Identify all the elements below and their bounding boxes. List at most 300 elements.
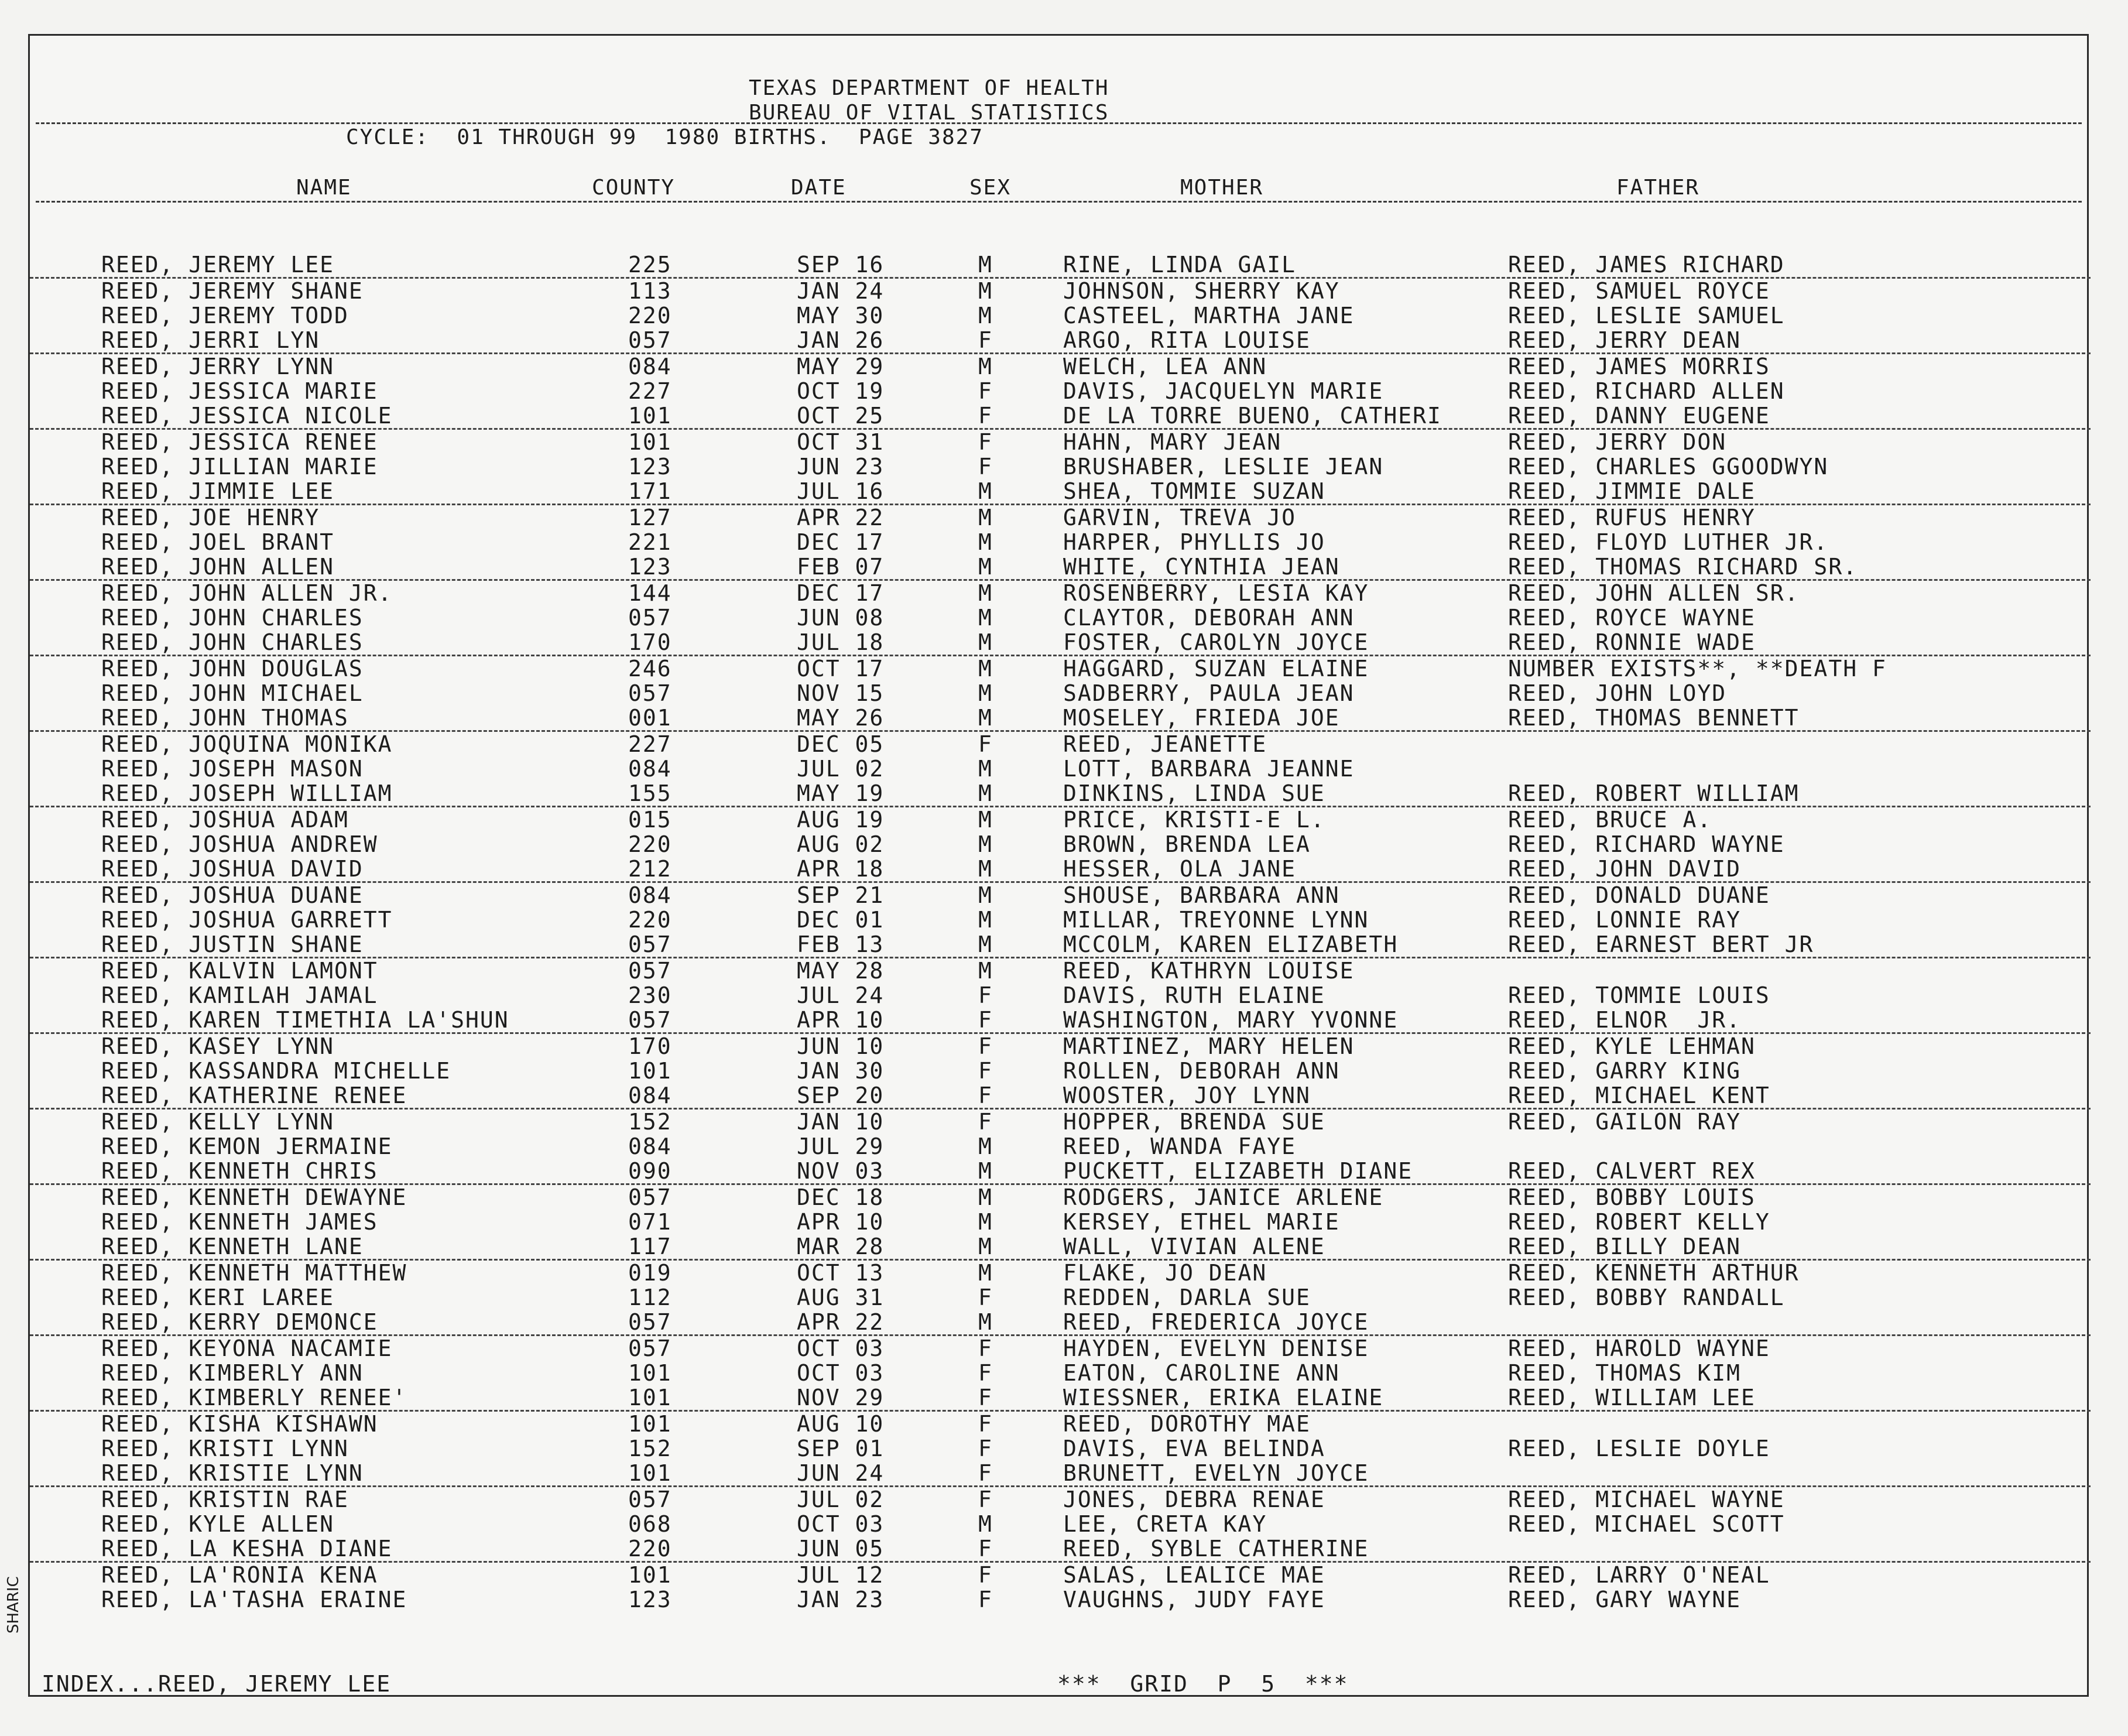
cell-mother: WASHINGTON, MARY YVONNE: [1063, 1007, 1399, 1033]
cell-date: MAY 26: [797, 705, 885, 731]
cell-father: REED, ELNOR JR.: [1508, 1007, 1742, 1033]
cell-date: OCT 19: [797, 378, 885, 404]
cell-county: 057: [628, 605, 672, 631]
cell-mother: REED, WANDA FAYE: [1063, 1134, 1297, 1159]
table-row: [30, 857, 2091, 883]
cell-county: 057: [628, 327, 672, 353]
cell-father: REED, KYLE LEHMAN: [1508, 1033, 1756, 1059]
cell-date: DEC 18: [797, 1184, 885, 1210]
cell-sex: F: [978, 1058, 993, 1084]
cell-sex: F: [978, 982, 993, 1008]
cell-father: REED, HAROLD WAYNE: [1508, 1336, 1770, 1361]
cell-sex: M: [978, 756, 993, 782]
cell-date: JAN 23: [797, 1587, 885, 1612]
cell-date: JUN 24: [797, 1460, 885, 1486]
cell-mother: CASTEEL, MARTHA JANE: [1063, 303, 1355, 328]
cell-mother: BRUSHABER, LESLIE JEAN: [1063, 454, 1384, 480]
cell-county: 101: [628, 1562, 672, 1588]
table-row: [30, 252, 2091, 279]
cell-county: 123: [628, 1587, 672, 1612]
rule-top: [36, 122, 2082, 124]
table-row: [30, 932, 2091, 958]
cell-name: REED, JOSEPH WILLIAM: [101, 780, 393, 806]
side-label: SHARIC: [5, 1576, 22, 1634]
cell-father: REED, GAILON RAY: [1508, 1109, 1742, 1135]
cell-sex: M: [978, 907, 993, 933]
cell-father: REED, SAMUEL ROYCE: [1508, 278, 1770, 304]
cell-mother: HOPPER, BRENDA SUE: [1063, 1109, 1325, 1135]
cell-father: REED, LARRY O'NEAL: [1508, 1562, 1770, 1588]
cell-sex: F: [978, 1562, 993, 1588]
cell-date: SEP 20: [797, 1083, 885, 1108]
cell-mother: PRICE, KRISTI-E L.: [1063, 807, 1325, 833]
cell-name: REED, JOE HENRY: [101, 505, 320, 530]
cell-sex: F: [978, 327, 993, 353]
cell-sex: F: [978, 429, 993, 455]
cell-name: REED, KYLE ALLEN: [101, 1511, 335, 1537]
cell-date: NOV 03: [797, 1158, 885, 1184]
cell-name: REED, JOHN MICHAEL: [101, 680, 364, 706]
column-header-sex: SEX: [969, 176, 1012, 200]
cell-county: 084: [628, 756, 672, 782]
cell-mother: FOSTER, CAROLYN JOYCE: [1063, 629, 1369, 655]
index-footer: INDEX...REED, JEREMY LEE: [42, 1671, 392, 1697]
cell-father: REED, LONNIE RAY: [1508, 907, 1742, 933]
cell-sex: F: [978, 454, 993, 480]
cell-date: OCT 17: [797, 656, 885, 682]
cell-father: REED, JAMES MORRIS: [1508, 354, 1770, 379]
cell-mother: HARPER, PHYLLIS JO: [1063, 529, 1325, 555]
rule-header: [36, 201, 2082, 203]
cell-mother: MILLAR, TREYONNE LYNN: [1063, 907, 1369, 933]
cell-name: REED, KAMILAH JAMAL: [101, 982, 378, 1008]
cell-mother: DINKINS, LINDA SUE: [1063, 780, 1325, 806]
table-row: [30, 379, 2091, 403]
column-header-name: NAME: [296, 176, 352, 200]
cell-sex: M: [978, 629, 993, 655]
document-title: TEXAS DEPARTMENT OF HEALTH: [749, 76, 1109, 100]
cell-name: REED, JOHN CHARLES: [101, 629, 364, 655]
cell-date: JUN 23: [797, 454, 885, 480]
cell-sex: M: [978, 478, 993, 504]
cell-county: 144: [628, 580, 672, 606]
cell-mother: LEE, CRETA KAY: [1063, 1511, 1267, 1537]
cell-mother: ROSENBERRY, LESIA KAY: [1063, 580, 1369, 606]
cell-mother: JOHNSON, SHERRY KAY: [1063, 278, 1340, 304]
cell-name: REED, KAREN TIMETHIA LA'SHUN: [101, 1007, 509, 1033]
cell-date: APR 22: [797, 1309, 885, 1335]
cell-name: REED, JESSICA RENEE: [101, 429, 378, 455]
cell-county: 220: [628, 831, 672, 857]
cell-sex: F: [978, 1536, 993, 1562]
cell-county: 113: [628, 278, 672, 304]
cell-sex: M: [978, 807, 993, 833]
cell-father: REED, RICHARD ALLEN: [1508, 378, 1785, 404]
table-row: [30, 706, 2091, 732]
cell-county: 220: [628, 303, 672, 328]
cell-father: REED, JERRY DEAN: [1508, 327, 1742, 353]
cell-county: 220: [628, 1536, 672, 1562]
cell-date: DEC 05: [797, 731, 885, 757]
table-row: [30, 303, 2091, 328]
table-row: [30, 1008, 2091, 1034]
cell-father: REED, THOMAS KIM: [1508, 1360, 1742, 1386]
cell-sex: M: [978, 605, 993, 631]
cell-name: REED, LA'RONIA KENA: [101, 1562, 378, 1588]
cell-county: 084: [628, 1083, 672, 1108]
cell-county: 123: [628, 554, 672, 580]
cell-mother: RODGERS, JANICE ARLENE: [1063, 1184, 1384, 1210]
cell-sex: F: [978, 1411, 993, 1437]
cell-name: REED, KALVIN LAMONT: [101, 958, 378, 984]
cell-date: AUG 19: [797, 807, 885, 833]
cell-name: REED, JUSTIN SHANE: [101, 932, 364, 957]
cell-sex: F: [978, 1587, 993, 1612]
document-subtitle: BUREAU OF VITAL STATISTICS: [749, 101, 1109, 125]
cell-father: REED, DONALD DUANE: [1508, 882, 1770, 908]
cell-county: 170: [628, 1033, 672, 1059]
cell-mother: MCCOLM, KAREN ELIZABETH: [1063, 932, 1399, 957]
cell-county: 221: [628, 529, 672, 555]
cell-sex: M: [978, 1134, 993, 1159]
cell-date: JUL 24: [797, 982, 885, 1008]
cell-date: AUG 10: [797, 1411, 885, 1437]
cell-father: REED, CHARLES GGOODWYN: [1508, 454, 1829, 480]
cell-father: NUMBER EXISTS**, **DEATH F: [1508, 656, 1887, 682]
column-header-father: FATHER: [1616, 176, 1700, 200]
cell-date: DEC 01: [797, 907, 885, 933]
cell-father: REED, EARNEST BERT JR: [1508, 932, 1814, 957]
cell-county: 090: [628, 1158, 672, 1184]
cell-mother: REED, DOROTHY MAE: [1063, 1411, 1311, 1437]
cell-name: REED, KATHERINE RENEE: [101, 1083, 407, 1108]
cell-name: REED, KIMBERLY ANN: [101, 1360, 364, 1386]
cell-county: 101: [628, 1411, 672, 1437]
cell-county: 227: [628, 378, 672, 404]
cell-father: REED, BOBBY LOUIS: [1508, 1184, 1756, 1210]
cell-county: 057: [628, 1184, 672, 1210]
cell-mother: CLAYTOR, DEBORAH ANN: [1063, 605, 1355, 631]
cell-mother: WELCH, LEA ANN: [1063, 354, 1267, 379]
cell-county: 057: [628, 680, 672, 706]
cell-mother: REED, SYBLE CATHERINE: [1063, 1536, 1369, 1562]
cell-mother: BRUNETT, EVELYN JOYCE: [1063, 1460, 1369, 1486]
cell-father: REED, MICHAEL KENT: [1508, 1083, 1770, 1108]
cell-name: REED, JILLIAN MARIE: [101, 454, 378, 480]
cell-name: REED, JOEL BRANT: [101, 529, 335, 555]
cell-name: REED, JOSHUA DUANE: [101, 882, 364, 908]
table-row: [30, 1059, 2091, 1083]
cell-mother: BROWN, BRENDA LEA: [1063, 831, 1311, 857]
cell-mother: REDDEN, DARLA SUE: [1063, 1285, 1311, 1310]
cell-date: NOV 29: [797, 1385, 885, 1410]
cell-father: REED, BILLY DEAN: [1508, 1234, 1742, 1259]
cell-sex: F: [978, 1460, 993, 1486]
table-row: [30, 807, 2091, 832]
cell-county: 057: [628, 1007, 672, 1033]
table-row: [30, 1361, 2091, 1385]
cell-county: 225: [628, 252, 672, 278]
cell-name: REED, JEREMY LEE: [101, 252, 335, 278]
cell-date: APR 18: [797, 856, 885, 882]
cell-father: REED, TOMMIE LOUIS: [1508, 982, 1770, 1008]
cell-date: APR 10: [797, 1209, 885, 1235]
cell-mother: WOOSTER, JOY LYNN: [1063, 1083, 1311, 1108]
cell-name: REED, JOHN THOMAS: [101, 705, 349, 731]
cell-name: REED, KERRY DEMONCE: [101, 1309, 378, 1335]
cell-sex: M: [978, 856, 993, 882]
cell-sex: M: [978, 505, 993, 530]
cell-name: REED, KENNETH LANE: [101, 1234, 364, 1259]
cell-sex: M: [978, 680, 993, 706]
cell-name: REED, KENNETH DEWAYNE: [101, 1184, 407, 1210]
table-row: [30, 1034, 2091, 1059]
cell-father: REED, DANNY EUGENE: [1508, 403, 1770, 429]
cell-date: SEP 01: [797, 1436, 885, 1461]
cell-sex: M: [978, 656, 993, 682]
table-row: [30, 328, 2091, 354]
cell-date: JUL 29: [797, 1134, 885, 1159]
table-row: [30, 732, 2091, 756]
cell-name: REED, JOHN ALLEN: [101, 554, 335, 580]
cell-name: REED, KERI LAREE: [101, 1285, 335, 1310]
cell-date: JUL 16: [797, 478, 885, 504]
cell-sex: M: [978, 1209, 993, 1235]
table-row: [30, 883, 2091, 908]
cell-sex: M: [978, 780, 993, 806]
cell-name: REED, KRISTIN RAE: [101, 1487, 349, 1512]
cell-mother: LOTT, BARBARA JEANNE: [1063, 756, 1355, 782]
cell-county: 230: [628, 982, 672, 1008]
cell-name: REED, JOQUINA MONIKA: [101, 731, 393, 757]
cell-county: 057: [628, 1309, 672, 1335]
cell-name: REED, JOSHUA GARRETT: [101, 907, 393, 933]
cell-sex: M: [978, 882, 993, 908]
cell-mother: HAYDEN, EVELYN DENISE: [1063, 1336, 1369, 1361]
cell-sex: M: [978, 529, 993, 555]
table-row: [30, 958, 2091, 983]
cell-father: REED, JOHN DAVID: [1508, 856, 1742, 882]
cell-father: REED, JERRY DON: [1508, 429, 1727, 455]
cell-father: REED, MICHAEL SCOTT: [1508, 1511, 1785, 1537]
cell-father: REED, RONNIE WADE: [1508, 629, 1756, 655]
cell-county: 101: [628, 1385, 672, 1410]
cell-mother: WIESSNER, ERIKA ELAINE: [1063, 1385, 1384, 1410]
cell-name: REED, JOHN CHARLES: [101, 605, 364, 631]
table-row: [30, 1385, 2091, 1412]
cell-mother: FLAKE, JO DEAN: [1063, 1260, 1267, 1286]
cell-father: REED, WILLIAM LEE: [1508, 1385, 1756, 1410]
cell-father: REED, RUFUS HENRY: [1508, 505, 1756, 530]
table-row: [30, 908, 2091, 932]
cell-county: 068: [628, 1511, 672, 1537]
table-row: [30, 1461, 2091, 1487]
cell-mother: REED, JEANETTE: [1063, 731, 1267, 757]
cell-date: JAN 10: [797, 1109, 885, 1135]
cell-sex: F: [978, 1360, 993, 1386]
cell-mother: JONES, DEBRA RENAE: [1063, 1487, 1325, 1512]
cell-county: 112: [628, 1285, 672, 1310]
cell-father: REED, GARY WAYNE: [1508, 1587, 1742, 1612]
cell-name: REED, KASSANDRA MICHELLE: [101, 1058, 451, 1084]
table-row: [30, 279, 2091, 303]
cell-sex: M: [978, 1260, 993, 1286]
cell-name: REED, JESSICA MARIE: [101, 378, 378, 404]
cell-date: MAY 19: [797, 780, 885, 806]
table-row: [30, 1587, 2091, 1612]
cell-mother: REED, KATHRYN LOUISE: [1063, 958, 1355, 984]
table-row: [30, 1134, 2091, 1159]
cell-name: REED, KENNETH CHRIS: [101, 1158, 378, 1184]
cell-name: REED, KENNETH MATTHEW: [101, 1260, 407, 1286]
table-row: [30, 454, 2091, 479]
cell-mother: GARVIN, TREVA JO: [1063, 505, 1297, 530]
cell-county: 057: [628, 1487, 672, 1512]
cell-sex: M: [978, 354, 993, 379]
cell-mother: SHEA, TOMMIE SUZAN: [1063, 478, 1325, 504]
cell-father: REED, JOHN ALLEN SR.: [1508, 580, 1800, 606]
cell-county: 101: [628, 429, 672, 455]
cell-sex: M: [978, 303, 993, 328]
column-header-county: COUNTY: [592, 176, 676, 200]
cell-sex: M: [978, 831, 993, 857]
table-row: [30, 832, 2091, 857]
cell-name: REED, JOHN DOUGLAS: [101, 656, 364, 682]
cell-mother: ROLLEN, DEBORAH ANN: [1063, 1058, 1340, 1084]
cell-date: JAN 24: [797, 278, 885, 304]
cell-date: MAR 28: [797, 1234, 885, 1259]
cell-mother: HESSER, OLA JANE: [1063, 856, 1297, 882]
cell-father: REED, JOHN LOYD: [1508, 680, 1727, 706]
cell-sex: F: [978, 378, 993, 404]
cell-date: APR 10: [797, 1007, 885, 1033]
table-row: [30, 581, 2091, 605]
cell-name: REED, KELLY LYNN: [101, 1109, 335, 1135]
cell-sex: F: [978, 1109, 993, 1135]
cell-father: REED, RICHARD WAYNE: [1508, 831, 1785, 857]
cell-sex: F: [978, 731, 993, 757]
cell-date: AUG 02: [797, 831, 885, 857]
cell-name: REED, JEREMY TODD: [101, 303, 349, 328]
cell-sex: M: [978, 958, 993, 984]
cell-sex: M: [978, 932, 993, 957]
cell-county: 101: [628, 1360, 672, 1386]
cell-county: 246: [628, 656, 672, 682]
cell-date: OCT 03: [797, 1511, 885, 1537]
document-frame: [28, 34, 2089, 1697]
cell-date: JUL 02: [797, 756, 885, 782]
cell-mother: ARGO, RITA LOUISE: [1063, 327, 1311, 353]
cell-county: 001: [628, 705, 672, 731]
cell-sex: M: [978, 278, 993, 304]
cell-name: REED, JOSHUA ANDREW: [101, 831, 378, 857]
cell-county: 155: [628, 780, 672, 806]
cell-date: DEC 17: [797, 580, 885, 606]
table-row: [30, 403, 2091, 430]
cell-county: 220: [628, 907, 672, 933]
cell-name: REED, KISHA KISHAWN: [101, 1411, 378, 1437]
cell-mother: WALL, VIVIAN ALENE: [1063, 1234, 1325, 1259]
table-row: [30, 756, 2091, 781]
table-row: [30, 505, 2091, 530]
cell-father: REED, LESLIE SAMUEL: [1508, 303, 1785, 328]
cell-mother: WHITE, CYNTHIA JEAN: [1063, 554, 1340, 580]
cell-name: REED, KASEY LYNN: [101, 1033, 335, 1059]
cell-mother: PUCKETT, ELIZABETH DIANE: [1063, 1158, 1413, 1184]
cell-name: REED, JERRY LYNN: [101, 354, 335, 379]
cell-county: 057: [628, 932, 672, 957]
cell-mother: VAUGHNS, JUDY FAYE: [1063, 1587, 1325, 1612]
table-row: [30, 1159, 2091, 1185]
cell-sex: M: [978, 252, 993, 278]
cell-father: REED, BRUCE A.: [1508, 807, 1712, 833]
cell-county: 101: [628, 403, 672, 429]
cell-name: REED, JIMMIE LEE: [101, 478, 335, 504]
cell-name: REED, JOHN ALLEN JR.: [101, 580, 393, 606]
cell-name: REED, LA'TASHA ERAINE: [101, 1587, 407, 1612]
cell-sex: M: [978, 1234, 993, 1259]
cell-date: JUL 18: [797, 629, 885, 655]
cell-name: REED, KRISTIE LYNN: [101, 1460, 364, 1486]
cell-father: REED, JAMES RICHARD: [1508, 252, 1785, 278]
cell-name: REED, JOSHUA DAVID: [101, 856, 364, 882]
cell-father: REED, ROYCE WAYNE: [1508, 605, 1756, 631]
cell-county: 123: [628, 454, 672, 480]
cell-name: REED, JERRI LYN: [101, 327, 320, 353]
cell-date: JUN 08: [797, 605, 885, 631]
cell-date: OCT 03: [797, 1360, 885, 1386]
cell-date: JAN 26: [797, 327, 885, 353]
cell-mother: DAVIS, JACQUELYN MARIE: [1063, 378, 1384, 404]
table-row: [30, 1336, 2091, 1361]
cell-date: MAY 30: [797, 303, 885, 328]
table-row: [30, 1261, 2091, 1285]
cell-father: REED, ROBERT WILLIAM: [1508, 780, 1800, 806]
table-row: [30, 554, 2091, 581]
cell-date: JUN 10: [797, 1033, 885, 1059]
cell-date: NOV 15: [797, 680, 885, 706]
cell-county: 057: [628, 1336, 672, 1361]
cell-county: 171: [628, 478, 672, 504]
cell-name: REED, JEREMY SHANE: [101, 278, 364, 304]
cell-mother: RINE, LINDA GAIL: [1063, 252, 1297, 278]
cell-sex: F: [978, 1083, 993, 1108]
cell-mother: SALAS, LEALICE MAE: [1063, 1562, 1325, 1588]
cell-father: REED, LESLIE DOYLE: [1508, 1436, 1770, 1461]
cell-mother: SADBERRY, PAULA JEAN: [1063, 680, 1355, 706]
cell-county: 127: [628, 505, 672, 530]
cell-date: OCT 03: [797, 1336, 885, 1361]
cell-father: REED, BOBBY RANDALL: [1508, 1285, 1785, 1310]
table-row: [30, 1185, 2091, 1210]
table-row: [30, 983, 2091, 1008]
cell-county: 084: [628, 354, 672, 379]
cell-mother: MOSELEY, FRIEDA JOE: [1063, 705, 1340, 731]
cell-sex: M: [978, 1511, 993, 1537]
cell-sex: F: [978, 1285, 993, 1310]
cell-sex: M: [978, 1158, 993, 1184]
cell-sex: F: [978, 1336, 993, 1361]
table-row: [30, 656, 2091, 681]
table-row: [30, 1210, 2091, 1234]
cell-county: 019: [628, 1260, 672, 1286]
table-row: [30, 1487, 2091, 1512]
cell-date: JUL 02: [797, 1487, 885, 1512]
cell-father: REED, CALVERT REX: [1508, 1158, 1756, 1184]
cell-date: MAY 28: [797, 958, 885, 984]
cell-sex: M: [978, 1184, 993, 1210]
cell-sex: F: [978, 1007, 993, 1033]
